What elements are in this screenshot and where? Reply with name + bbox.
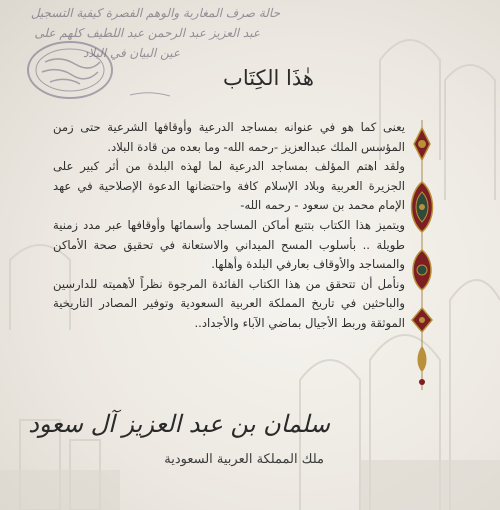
ornament-column-icon: [406, 120, 438, 390]
signature-title: ملك المملكة العربية السعودية: [164, 452, 324, 467]
paragraph-1: يعنى كما هو في عنوانه بمساجد الدرعية وأوقافها الشرعية حتى زمن المؤسس الملك عبدالعزيز -رحمه الله- وما بعده من قادة البلاد.: [53, 120, 405, 154]
signature: سلمان بن عبد العزيز آل سعود: [28, 410, 330, 438]
seal-stamp-icon: [0, 0, 300, 120]
paragraph-2: ولقد اهتم المؤلف بمساجد الدرعية لما لهذه البلدة من أثر كبير على الجزيرة العربية وبلاد الإسلام كافة واحتضانها الدعوة الإصلاحية في عهد الإمام محمد بن سعود - رحمه الله-: [53, 159, 405, 213]
manuscript-header: [0, 0, 300, 120]
body-text: [53, 118, 405, 334]
manuscript-line-2: عبد العزيز عبد الرحمن عبد اللطيف كلهم على: [34, 26, 260, 40]
paragraph-3: ويتميز هذا الكتاب بتتبع أماكن المساجد وأسمائها وأوقافها عبر مدد زمنية طويلة .. بأسلوب المسح الميداني والاستعانة في تحقيق صحة الأماكن والمساجد والأوقاف بعارفي البلدة وأهلها.: [53, 217, 405, 272]
manuscript-line-1: حالة صرف المغاربة والوهم الفصرة كيفية التسجيل: [30, 6, 280, 20]
page-title: هٰذَا الكِتَاب: [223, 66, 314, 90]
manuscript-line-3: عين البيان في البلاد: [83, 46, 180, 60]
paragraph-4: ونأمل أن تتحقق من هذا الكتاب الفائدة المرجوة نظراً لأهميته للدارسين والباحثين في تاريخ المملكة العربية السعودية وتوفير المصادر التاريخية الموثقة وربط الأجيال بماضي الآباء والأجداد..: [53, 276, 405, 330]
